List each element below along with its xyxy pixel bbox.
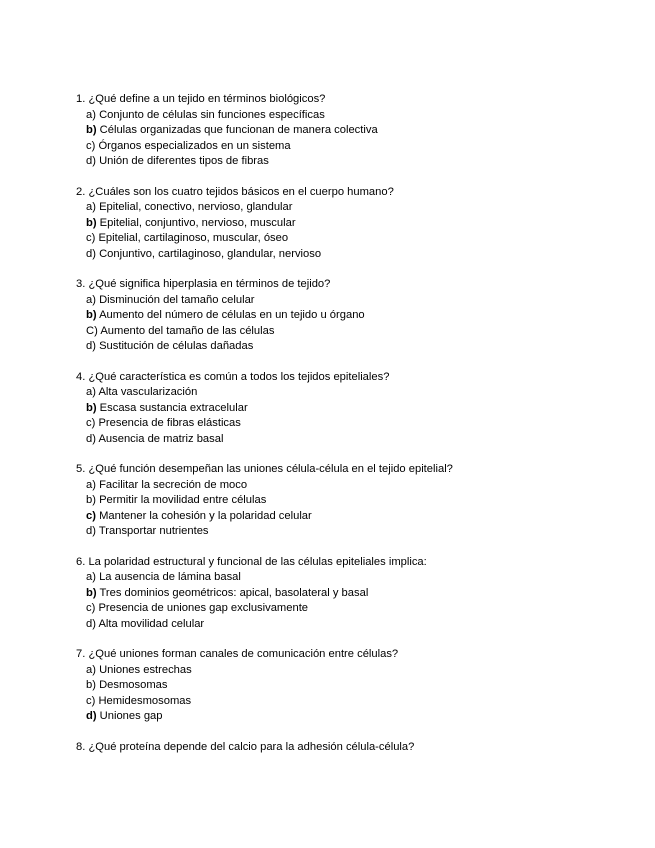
- answer-letter: d): [86, 340, 96, 352]
- question-block: [76, 740, 636, 756]
- answer-option: [76, 601, 636, 617]
- answer-text: Presencia de fibras elásticas: [98, 417, 241, 429]
- answer-option: [76, 123, 636, 139]
- answer-letter: a): [86, 571, 96, 583]
- question-number: 7.: [76, 648, 86, 660]
- answer-option: [76, 216, 636, 232]
- question-text: ¿Qué define a un tejido en términos biológicos?: [88, 93, 326, 105]
- answer-letter: d): [86, 432, 96, 445]
- answer-option: [76, 570, 636, 586]
- answer-text: Facilitar la secreción de moco: [99, 478, 248, 491]
- question-title: [76, 185, 636, 201]
- answer-text: La ausencia de lámina basal: [99, 571, 241, 583]
- answer-option: [76, 293, 636, 309]
- document-page: [76, 92, 636, 770]
- answer-option: [76, 108, 636, 124]
- answer-text: Escasa sustancia extracelular: [99, 401, 248, 414]
- answer-text: Conjunto de células sin funciones específicas: [99, 108, 325, 121]
- question-block: [76, 277, 636, 355]
- answer-letter: c): [86, 139, 96, 152]
- answer-letter: d): [86, 155, 96, 167]
- answer-option: [76, 324, 636, 340]
- answer-text: Epitelial, conectivo, nervioso, glandular: [99, 201, 293, 213]
- answer-letter: a): [86, 663, 96, 676]
- question-block: [76, 92, 636, 170]
- answer-option: [76, 231, 636, 247]
- answer-letter: a): [86, 386, 96, 398]
- question-number: 2.: [76, 185, 86, 198]
- answer-option: [76, 678, 636, 694]
- answer-option: [76, 139, 636, 155]
- question-block: [76, 370, 636, 448]
- answer-letter: c): [86, 417, 96, 429]
- answer-letter: d): [86, 525, 96, 537]
- question-text: ¿Qué función desempeñan las uniones célula-célula en el tejido epitelial?: [88, 463, 453, 475]
- answer-text: Alta movilidad celular: [98, 617, 205, 630]
- answer-option: [76, 154, 636, 170]
- answer-option: [76, 586, 636, 602]
- answer-text: Uniones estrechas: [99, 663, 192, 676]
- answer-option: [76, 385, 636, 401]
- question-number: 5.: [76, 463, 86, 475]
- question-title: [76, 277, 636, 293]
- answer-letter: c): [86, 232, 96, 244]
- question-block: [76, 185, 636, 263]
- answer-text: Aumento del tamaño de las células: [100, 324, 275, 337]
- question-number: 6.: [76, 555, 86, 568]
- answer-letter-correct: b): [86, 216, 97, 229]
- question-text: ¿Cuáles son los cuatro tejidos básicos en el cuerpo humano?: [88, 185, 394, 198]
- answer-text: Órganos especializados en un sistema: [98, 139, 291, 152]
- answer-option: [76, 416, 636, 432]
- answer-option: [76, 663, 636, 679]
- question-title: [76, 647, 636, 663]
- answer-letter: d): [86, 617, 96, 630]
- answer-letter: b): [86, 494, 96, 506]
- answer-option: [76, 493, 636, 509]
- question-number: 4.: [76, 370, 86, 383]
- answer-letter: C): [86, 324, 98, 337]
- answer-letter: d): [86, 247, 96, 260]
- answer-letter-correct: b): [86, 401, 97, 414]
- question-block: [76, 555, 636, 633]
- answer-text: Hemidesmosomas: [98, 694, 192, 707]
- answer-letter: c): [86, 602, 96, 614]
- question-title: [76, 555, 636, 571]
- answer-text: Permitir la movilidad entre células: [99, 494, 267, 506]
- question-number: 3.: [76, 278, 86, 290]
- answer-option: [76, 339, 636, 355]
- answer-text: Tres dominios geométricos: apical, basolateral y basal: [99, 586, 369, 599]
- question-title: [76, 740, 636, 756]
- answer-letter: a): [86, 293, 96, 306]
- answer-letter: a): [86, 201, 96, 213]
- answer-text: Células organizadas que funcionan de manera colectiva: [99, 124, 378, 136]
- answer-letter-correct: b): [86, 586, 97, 599]
- answer-letter: a): [86, 108, 96, 121]
- answer-text: Unión de diferentes tipos de fibras: [99, 155, 269, 167]
- answer-option: [76, 308, 636, 324]
- answer-letter: c): [86, 694, 96, 707]
- question-text: ¿Qué uniones forman canales de comunicación entre células?: [88, 648, 399, 660]
- question-text: ¿Qué característica es común a todos los tejidos epiteliales?: [88, 370, 390, 383]
- answer-option: [76, 401, 636, 417]
- answer-option: [76, 524, 636, 540]
- question-number: 8.: [76, 740, 86, 753]
- question-text: ¿Qué proteína depende del calcio para la adhesión célula-célula?: [88, 740, 415, 753]
- answer-text: Transportar nutrientes: [98, 525, 209, 537]
- question-block: [76, 462, 636, 540]
- answer-option: [76, 709, 636, 725]
- question-title: [76, 92, 636, 108]
- answer-text: Alta vascularización: [98, 386, 198, 398]
- answer-option: [76, 694, 636, 710]
- answer-option: [76, 509, 636, 525]
- answer-text: Conjuntivo, cartilaginoso, glandular, nervioso: [99, 247, 322, 260]
- answer-text: Disminución del tamaño celular: [99, 293, 255, 306]
- answer-option: [76, 478, 636, 494]
- answer-letter-correct: b): [86, 124, 97, 136]
- answer-option: [76, 432, 636, 448]
- answer-text: Epitelial, conjuntivo, nervioso, muscular: [99, 216, 296, 229]
- answer-text: Presencia de uniones gap exclusivamente: [98, 602, 309, 614]
- answer-text: Desmosomas: [99, 679, 168, 691]
- answer-option: [76, 617, 636, 633]
- answer-text: Sustitución de células dañadas: [99, 340, 254, 352]
- answer-text: Uniones gap: [99, 710, 163, 722]
- question-block: [76, 647, 636, 725]
- answer-option: [76, 200, 636, 216]
- answer-letter-correct: c): [86, 509, 96, 522]
- question-number: 1.: [76, 93, 86, 105]
- question-text: ¿Qué significa hiperplasia en términos de tejido?: [88, 278, 331, 290]
- question-text: La polaridad estructural y funcional de las células epiteliales implica:: [88, 555, 427, 568]
- answer-letter-correct: d): [86, 710, 97, 722]
- answer-letter: a): [86, 478, 96, 491]
- answer-text: Ausencia de matriz basal: [98, 432, 224, 445]
- answer-text: Aumento del número de células en un tejido u órgano: [99, 309, 365, 321]
- question-title: [76, 462, 636, 478]
- answer-letter-correct: b): [86, 309, 97, 321]
- answer-letter: b): [86, 679, 96, 691]
- question-title: [76, 370, 636, 386]
- answer-text: Epitelial, cartilaginoso, muscular, óseo: [98, 232, 289, 244]
- answer-option: [76, 247, 636, 263]
- answer-text: Mantener la cohesión y la polaridad celular: [99, 509, 312, 522]
